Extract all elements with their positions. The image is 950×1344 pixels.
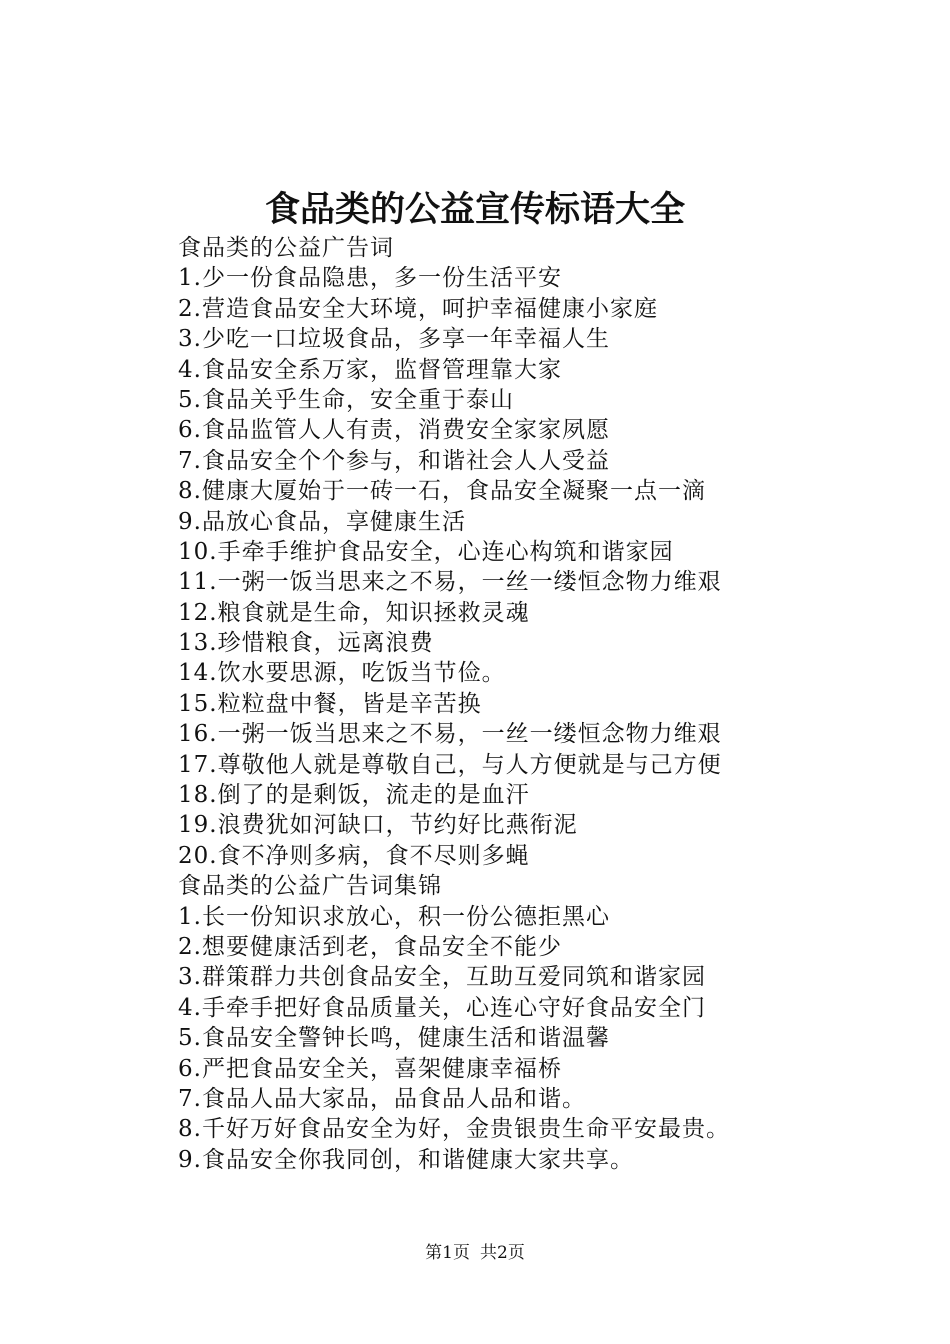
- list-item: 15.粒粒盘中餐，皆是辛苦换: [178, 690, 482, 717]
- list-item: 1.长一份知识求放心，积一份公德拒黑心: [178, 903, 610, 930]
- list-item: 8.千好万好食品安全为好，金贵银贵生命平安最贵。: [178, 1116, 730, 1143]
- list-item: 9.品放心食品，享健康生活: [178, 508, 466, 535]
- list-item: 3.群策群力共创食品安全，互助互爱同筑和谐家园: [178, 964, 706, 991]
- list-item: 7.食品人品大家品，品食品人品和谐。: [178, 1085, 586, 1112]
- list-item: 6.食品监管人人有责，消费安全家家夙愿: [178, 417, 610, 444]
- list-item: 11.一粥一饭当思来之不易，一丝一缕恒念物力维艰: [178, 569, 722, 596]
- list-item: 12.粮食就是生命，知识拯救灵魂: [178, 599, 530, 626]
- list-item: 5.食品关乎生命，安全重于泰山: [178, 386, 514, 413]
- list-item: 13.珍惜粮食，远离浪费: [178, 630, 434, 657]
- list-item: 1.少一份食品隐患，多一份生活平安: [178, 265, 562, 292]
- section-heading: 食品类的公益广告词: [178, 235, 394, 261]
- list-item: 17.尊敬他人就是尊敬自己，与人方便就是与己方便: [178, 751, 722, 778]
- list-item: 8.健康大厦始于一砖一石，食品安全凝聚一点一滴: [178, 478, 706, 505]
- page-total: 共2页: [480, 1243, 525, 1263]
- list-item: 3.少吃一口垃圾食品，多享一年幸福人生: [178, 326, 610, 353]
- list-item: 9.食品安全你我同创，和谐健康大家共享。: [178, 1146, 634, 1173]
- list-item: 10.手牵手维护食品安全，心连心构筑和谐家园: [178, 538, 674, 565]
- list-item: 20.食不净则多病，食不尽则多蝇: [178, 842, 530, 869]
- document-body: [178, 233, 918, 1175]
- list-item: 2.想要健康活到老，食品安全不能少: [178, 933, 562, 960]
- section-heading: 食品类的公益广告词集锦: [178, 873, 442, 900]
- list-item: 7.食品安全个个参与，和谐社会人人受益: [178, 447, 610, 474]
- list-item: 14.饮水要思源，吃饭当节俭。: [178, 660, 506, 687]
- page-footer: [0, 1240, 950, 1266]
- page-title: 食品类的公益宣传标语大全: [264, 190, 685, 230]
- list-item: 18.倒了的是剩饭，流走的是血汗: [178, 782, 530, 809]
- list-item: 6.严把食品安全关，喜架健康幸福桥: [178, 1055, 562, 1082]
- list-item: 5.食品安全警钟长鸣，健康生活和谐温馨: [178, 1025, 610, 1052]
- list-item: 4.食品安全系万家，监督管理靠大家: [178, 356, 562, 383]
- list-item: 2.营造食品安全大环境，呵护幸福健康小家庭: [178, 295, 658, 322]
- page-number: 第1页: [425, 1243, 470, 1263]
- list-item: 4.手牵手把好食品质量关，心连心守好食品安全门: [178, 994, 706, 1021]
- list-item: 19.浪费犹如河缺口，节约好比燕衔泥: [178, 812, 578, 839]
- list-item: 16.一粥一饭当思来之不易，一丝一缕恒念物力维艰: [178, 721, 722, 748]
